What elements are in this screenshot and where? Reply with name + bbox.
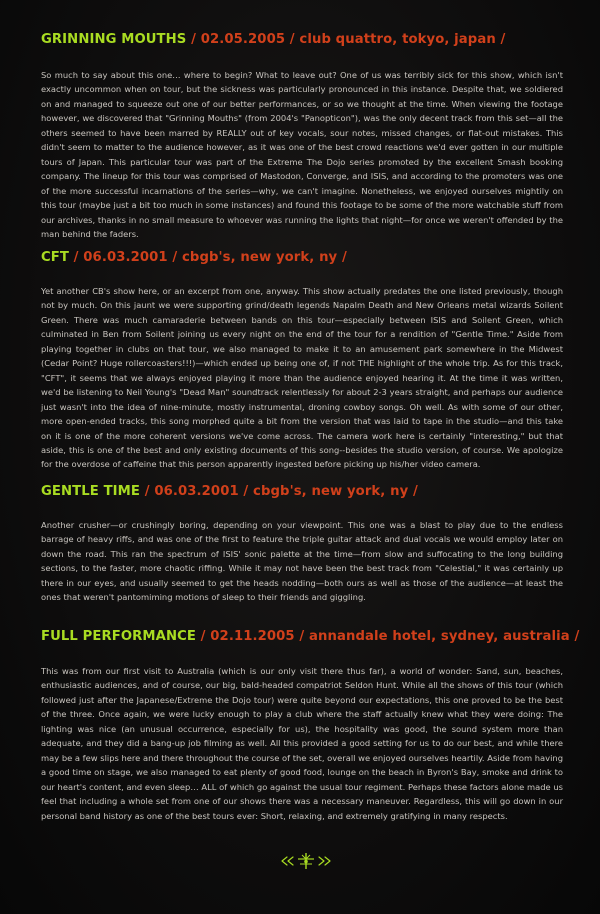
- section-body: This was from our first visit to Australia (which is our only visit there thus far), a world of wonder: Sand, sun, beaches, enthusiastic audiences, and of course, our big, bald-headed compatriot Seldon Hunt. While all the shows of this tour (which followed just after the Japanese/Extreme the Dojo tour) were quite beyond our expectations, this one proved to be the best of the three. Once again, we were lucky enough to play a club where the staff actually knew what they were doing: The lighting was nice (an unusual occurrence, especially for us), the hospitality was good, the sound system more than adequate, and they did a bang-up job filming as well. All this provided a good setting for us to do our best, and while there may be a few slips here and there throughout the course of the set, overall we enjoyed ourselves heartily. Aside from having a good time on stage, we also managed to eat plenty of good food, lounge on the beach in Byron's Bay, smoke and drink to our heart's content, and even sleep… ALL of which go against the usual tour regiment. Perhaps these factors alone made us feel that including a whole set from one of our shows there was a necessary maneuver. Regardless, this will go down in our personal band history as one of the best tours ever: Short, relaxing, and extremely gratifying in many respects.: [41, 666, 563, 821]
- section-date-venue: / 02.05.2005 / club quattro, tokyo, japan /: [186, 32, 506, 47]
- section-date-venue: / 02.11.2005 / annandale hotel, sydney, australia /: [195, 629, 580, 644]
- section-body: So much to say about this one… where to begin? What to leave out? One of us was terribly sick for this show, which isn't exactly uncommon when on tour, but the sickness was particularly pronounced in this instance. Despite that, we soldiered on and managed to squeeze out one of our better performances, or so we thought at the time. When viewing the footage however, we discovered that "Grinning Mouths" (from 2004's "Panopticon"), was the only decent track from this set—all the others seemed to have been marred by REALLY out of key vocals, sour notes, missed changes, or flat-out mistakes. This didn't seem to matter to the audience however, as it was one of the best crowd reactions we'd ever gotten in our multiple tours of Japan. This particular tour was part of the Extreme The Dojo series promoted by the excellent Smash booking company. The lineup for this tour was comprised of Mastodon, Converge, and ISIS, and according to the promoters was one of the more successful incarnations of the series—why, we can't imagine. Nonetheless, we enjoyed ourselves mightily on this tour (maybe just a bit too much in some instances) and found this footage to be some of the more watchable stuff from our archives, thanks in no small measure to whoever was running the lights that night—for once we weren't offended by the man behind the faders.: [41, 70, 563, 239]
- section-gentle-time: [41, 484, 563, 605]
- section-title: GRINNING MOUTHS: [41, 32, 187, 47]
- section-date-venue: / 06.03.2001 / cbgb's, new york, ny /: [68, 250, 347, 265]
- section-title: CFT: [41, 250, 69, 265]
- chevron-arrows-ornament-icon: [278, 851, 334, 871]
- section-body: Another crusher—or crushingly boring, depending on your viewpoint. This one was a blast to play due to the endless barrage of heavy riffs, and was one of the first to feature the triple guitar attack and dual vocals we would employ later on down the road. This ran the spectrum of ISIS' sonic palette at the time—from slow and suffocating to the long building sections, to the faster, more chaotic riffing. While it may not have been the best track from "Celestial," it was certainly up there in our eyes, and usually seemed to get the heads nodding—both ours as well as those of the audience—at least the ones that weren't pantomiming motions of sleep to their friends and giggling.: [41, 520, 563, 603]
- section-body: Yet another CB's show here, or an excerpt from one, anyway. This show actually predates the one listed previously, though not by much. On this jaunt we were supporting grind/death legends Napalm Death and New Orleans metal wizards Soilent Green. There was much camaraderie between bands on this tour—especially between ISIS and Soilent Green, which culminated in Ben from Soilent joining us every night on the end of the tour for a rendition of "Gentle Time." Aside from playing together in clubs on that tour, we also managed to make it to an amusement park somewhere in the Midwest (Cedar Point? Huge rollercoasters!!!)—which ended up being one of, if not THE highlight of the whole trip. As for this track, "CFT", it seems that we always enjoyed playing it more than the audience enjoyed hearing it. At the time it was written, we'd be listening to Neil Young's "Dead Man" soundtrack relentlessly for about 2-3 years straight, and perhaps our audience just wasn't into the idea of nine-minute, mostly instrumental, droning cowboy songs. Oh well. As with some of our other, more open-ended tracks, this song morphed quite a bit from the version that was laid to tape in the studio—and this take on it is one of the more coherent versions we've come across. The camera work here is certainly "interesting," but that aside, this is one of the best and only existing documents of this song--besides the studio version, of course. We apologize for the overdose of caffeine that this person apparently ingested before picking up his/her video camera.: [41, 286, 563, 470]
- section-cft: [41, 250, 563, 472]
- section-title: FULL PERFORMANCE: [41, 629, 196, 644]
- section-title: GENTLE TIME: [41, 484, 141, 499]
- section-heading: [41, 250, 563, 266]
- section-heading: [41, 32, 563, 48]
- section-heading: [41, 629, 580, 645]
- section-grinning-mouths: [41, 32, 563, 241]
- section-date-venue: / 06.03.2001 / cbgb's, new york, ny /: [140, 484, 418, 499]
- section-full-performance: [41, 629, 580, 823]
- section-heading: [41, 484, 563, 500]
